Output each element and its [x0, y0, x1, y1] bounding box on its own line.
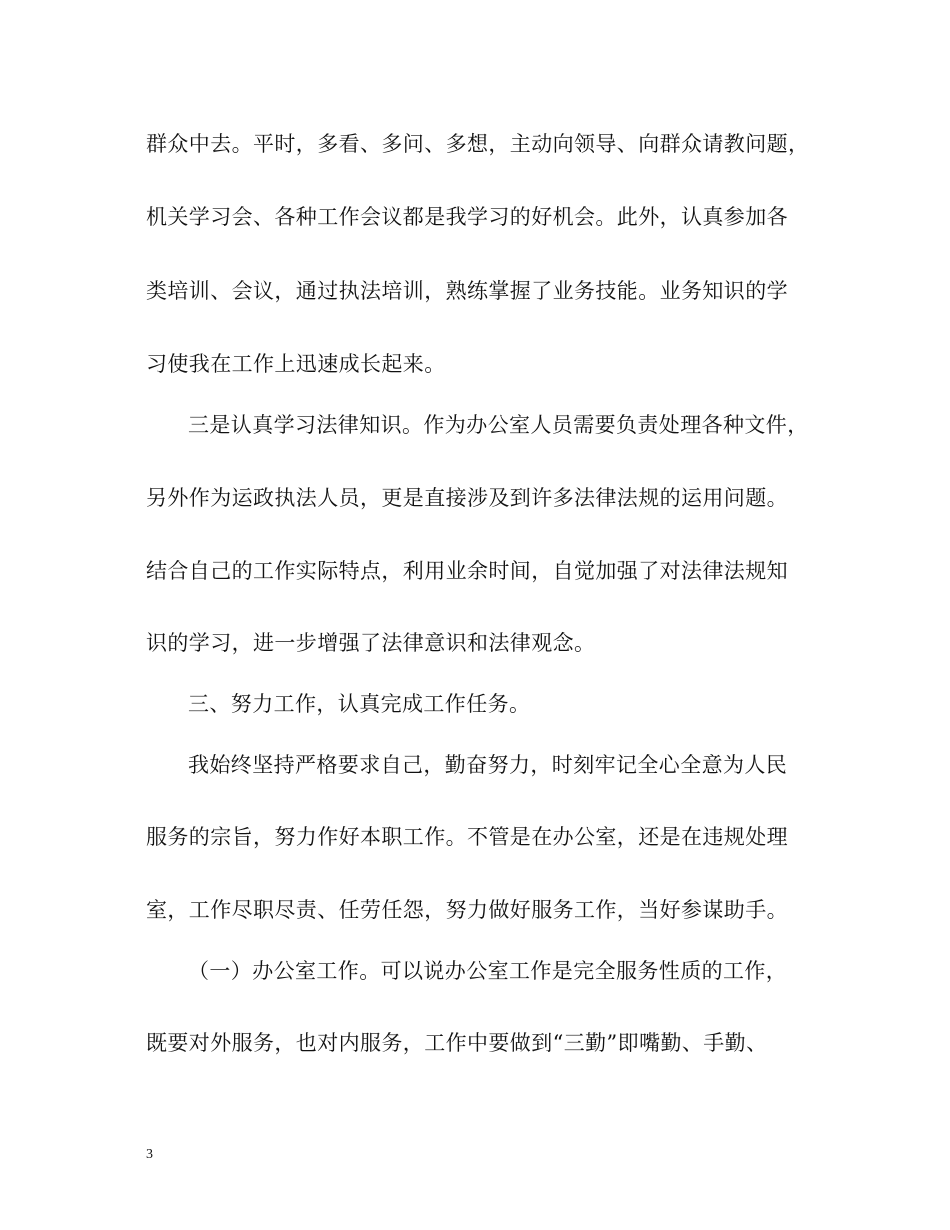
text-line: 室，工作尽职尽责、任劳任怨，努力做好服务工作，当好参谋助手。: [146, 898, 788, 922]
text-line: 服务的宗旨，努力作好本职工作。不管是在办公室，还是在违规处理: [146, 825, 788, 849]
paragraph-start-line: 我始终坚持严格要求自己，勤奋努力，时刻牢记全心全意为人民: [188, 753, 788, 777]
text-line: 结合自己的工作实际特点，利用业余时间，自觉加强了对法律法规知: [146, 559, 788, 583]
text-line: 习使我在工作上迅速成长起来。: [146, 352, 446, 376]
text-line: 另外作为运政执法人员，更是直接涉及到许多法律法规的运用问题。: [146, 486, 788, 510]
section-heading: 三、努力工作，认真完成工作任务。: [188, 692, 531, 716]
text-line: 类培训、会议，通过执法培训，熟练掌握了业务技能。业务知识的学: [146, 279, 788, 303]
text-line: 群众中去。平时，多看、多问、多想，主动向领导、向群众请教问题，: [146, 132, 810, 156]
text-line: 机关学习会、各种工作会议都是我学习的好机会。此外，认真参加各: [146, 205, 788, 229]
page-number: 3: [146, 1147, 153, 1162]
paragraph-start-line: 三是认真学习法律知识。作为办公室人员需要负责处理各种文件，: [188, 413, 809, 437]
text-line: 识的学习，进一步增强了法律意识和法律观念。: [146, 631, 596, 655]
text-line: 既要对外服务，也对内服务，工作中要做到“三勤”即嘴勤、手勤、: [146, 1031, 768, 1055]
paragraph-start-line: （一）办公室工作。可以说办公室工作是完全服务性质的工作，: [188, 959, 788, 983]
